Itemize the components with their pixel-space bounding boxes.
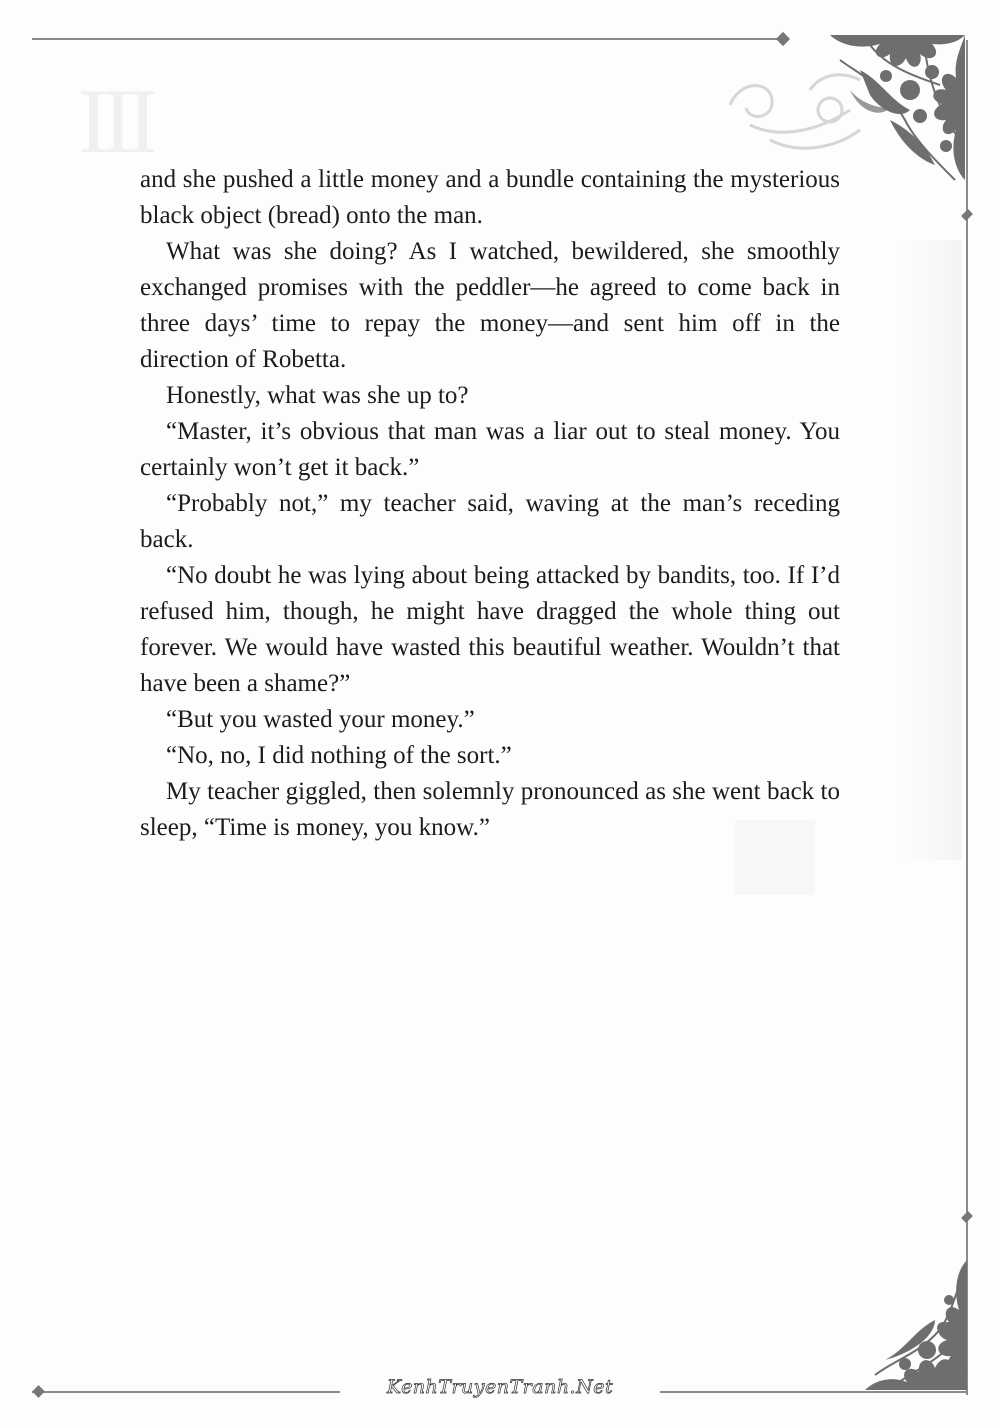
paragraph: “Probably not,” my teacher said, waving at the man’s receding back. xyxy=(140,490,840,553)
story-text-block xyxy=(140,162,840,846)
diamond-ornament-icon xyxy=(961,1211,973,1223)
paragraph: “No, no, I did nothing of the sort.” xyxy=(166,742,512,769)
diamond-ornament-icon xyxy=(32,1385,45,1398)
floral-corner-ornament-icon xyxy=(855,1240,975,1390)
top-border-rule xyxy=(32,38,782,40)
paragraph: and she pushed a little money and a bundle containing the mysterious black object (bread) onto the man. xyxy=(140,166,840,229)
paragraph: My teacher giggled, then solemnly pronounced as she went back to sleep, “Time is money, you know.” xyxy=(140,778,840,841)
chapter-mark: III xyxy=(78,70,152,172)
right-border-rule xyxy=(966,40,968,1395)
diamond-ornament-icon xyxy=(961,209,973,221)
paragraph: Honestly, what was she up to? xyxy=(166,382,469,409)
paragraph: What was she doing? As I watched, bewildered, she smoothly exchanged promises with the peddler—he agreed to come back in three days’ time to repay the money—and sent him off in the direction of Robetta. xyxy=(140,238,840,373)
site-watermark: KenhTruyenTranh.Net xyxy=(340,1376,660,1406)
paragraph: “No doubt he was lying about being attacked by bandits, too. If I’d refused him, though, he might have dragged the whole thing out forever. We would have wasted this beautiful weather. Wouldn’t that have been a shame?” xyxy=(140,562,840,697)
paragraph: “But you wasted your money.” xyxy=(166,706,475,733)
paragraph: “Master, it’s obvious that man was a liar out to steal money. You certainly won’t get it back.” xyxy=(140,418,840,481)
faint-background-strip xyxy=(900,240,962,860)
